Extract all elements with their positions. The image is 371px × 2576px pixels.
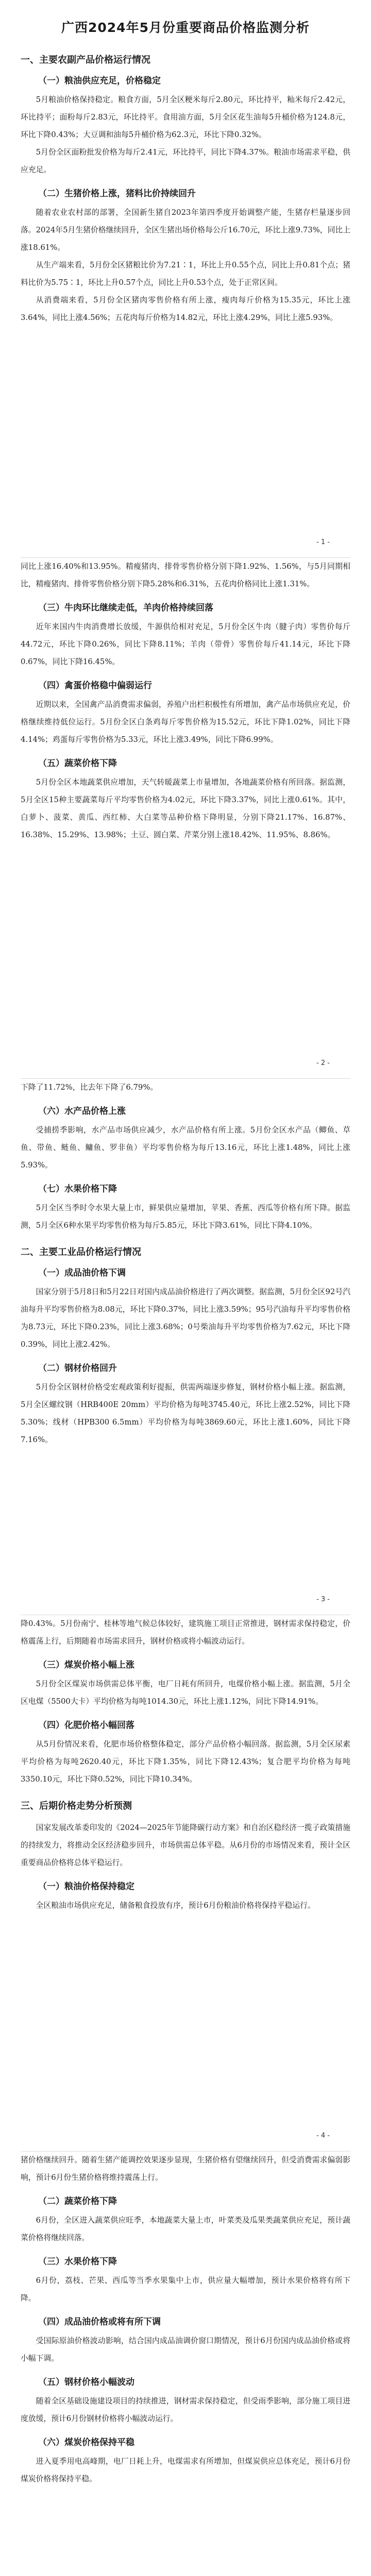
subsection-heading: （三）煤炭价格小幅上涨 bbox=[38, 1660, 134, 1670]
subsection-heading: （四）禽蛋价格稳中偏弱运行 bbox=[38, 681, 152, 691]
paragraph: 进入夏季用电高峰期，电厂日耗上升，电煤需求有所增加，但煤炭供应总体充足，预计6月份煤炭价格将保持平稳。 bbox=[21, 2457, 350, 2483]
document-page bbox=[21, 1615, 350, 2151]
paragraph: 国家分别于5月8日和5月22日对国内成品油价格进行了两次调整。据监测，5月份全区92号汽油每升平均零售价格为8.08元，环比下降0.37%，同比上涨3.59%；95号汽油每升平均零售价格为8.73元，环比下降0.23%，同比上涨3.68%；0号柴油每升平均零售价格为7.62元，环比下降0.39%，同比上涨2.42%。 bbox=[21, 1287, 350, 1349]
paragraph: 5月份全区面粉批发价格为每斤2.41元，环比持平，同比下降4.37%。粮油市场需求平稳，供应充足。 bbox=[21, 148, 350, 174]
subsection-heading: （六）煤炭价格保持平稳 bbox=[38, 2437, 134, 2448]
section-heading: 三、后期价格走势分析预测 bbox=[21, 1801, 132, 1811]
subsection-heading: （四）成品油价格或将有所下调 bbox=[38, 2317, 161, 2327]
document-page bbox=[21, 558, 350, 1078]
paragraph: 猪价格继续回升。随着生猪产能调控效果逐步显现，生猪价格有望继续回升，但受消费需求偏弱影响，预计6月份生猪价格将维持震荡上行。 bbox=[21, 2156, 350, 2182]
subsection-heading: （二）蔬菜价格下降 bbox=[38, 2196, 117, 2207]
subsection-heading: （五）蔬菜价格下降 bbox=[38, 758, 117, 769]
subsection-heading: （二）生猪价格上涨，猪料比价持续回升 bbox=[38, 189, 196, 199]
pages-container bbox=[21, 53, 350, 2576]
paragraph: 受国际原油价格波动影响，结合国内成品油调价窗口期情况，预计6月份国内成品油价格或将小幅下调。 bbox=[21, 2336, 350, 2363]
page-number: - 4 - bbox=[316, 2132, 330, 2140]
paragraph: 5月粮油价格保持稳定。粮食方面，5月全区粳米每斤2.80元，环比持平，籼米每斤2.42元，环比持平；面粉每斤2.83元，环比持平。食用油方面，5月全区花生油每5升桶价格为124.8元，环比下降0.43%；大豆调和油每5升桶价格为62.3元，环比下降0.32%。 bbox=[21, 95, 350, 139]
paragraph: 从生产端来看，5月份全区猪粮比价为7.21∶1，环比上升0.55个点，同比上升0.81个点；猪料比价为5.75∶1，环比上升0.57个点，同比上升0.53个点，处于正常区间。 bbox=[21, 261, 350, 287]
section-heading: 二、主要工业品价格运行情况 bbox=[21, 1247, 141, 1258]
paragraph: 6月份，全区进入蔬菜供应旺季，本地蔬菜大量上市，叶菜类及瓜果类蔬菜供应充足，预计蔬菜价格将继续回落。 bbox=[21, 2216, 350, 2242]
paragraph: 受捕捞季影响，水产品市场供应减少，水产品价格有所上涨。5月份全区水产品（鲫鱼、草鱼、带鱼、鲢鱼、鳙鱼、罗非鱼）平均零售价格为每斤13.16元，环比上涨1.48%，同比上涨5.93%。 bbox=[21, 1126, 350, 1170]
paragraph: 国家发展改革委印发的《2024—2025年节能降碳行动方案》和自治区稳经济一揽子政策措施的持续发力，将推动全区经济稳步回升，市场供需总体平稳。从6月份的市场情况来看，预计全区重要商品价格将总体平稳运行。 bbox=[21, 1823, 350, 1867]
paragraph: 随着农业农村部的部署，全国新生猪自2023年第四季度开始调整产能，生猪存栏量逐步回落。2024年5月生猪价格继续回升，全区生猪出场价格每公斤16.70元，环比上涨9.73%，同比上涨18.61%。 bbox=[21, 208, 350, 252]
paragraph: 5月份全区钢材价格受宏观政策利好提振，供需两端逐步修复，钢材价格小幅上涨。据监测，5月全区螺纹钢（HRB400E 20mm）平均价格为每吨3745.40元，环比上涨2.52%，同比下降5.30%；线材（HPB300 6.5mm）平均价格为每吨3869.60元，环比上涨1.60%，同比下降7.16%。 bbox=[21, 1383, 350, 1444]
paragraph: 6月份，荔枝、芒果、西瓜等当季水果集中上市，供应量大幅增加，预计水果价格将有所下降。 bbox=[21, 2276, 350, 2302]
subsection-heading: （四）化肥价格小幅回落 bbox=[38, 1720, 134, 1731]
subsection-heading: （五）钢材价格小幅波动 bbox=[38, 2377, 134, 2387]
paragraph: 从5月份情况来看，化肥市场价格整体稳定，部分产品价格小幅回落。据监测，5月全区尿素平均价格为每吨2620.40元，环比下降1.35%，同比下降12.43%；复合肥平均价格为每吨3350.10元，环比下降0.52%，同比下降10.34%。 bbox=[21, 1740, 350, 1784]
paragraph: 随着全区基础设施建设项目的持续推进，钢材需求保持稳定，但受雨季影响，部分施工项目进度放缓，预计6月份钢材价格将小幅波动运行。 bbox=[21, 2397, 350, 2423]
page-number: - 1 - bbox=[316, 538, 330, 546]
subsection-heading: （三）水果价格下降 bbox=[38, 2257, 117, 2267]
paragraph: 下降了11.72%，比去年下降了6.79%。 bbox=[21, 1083, 158, 1092]
page-number: - 2 - bbox=[316, 1059, 330, 1067]
document-page bbox=[21, 2151, 350, 2576]
subsection-heading: （一）粮油价格保持稳定 bbox=[38, 1882, 134, 1892]
subsection-heading: （二）钢材价格回升 bbox=[38, 1363, 117, 1374]
document-title: 广西2024年5月份重要商品价格监测分析 bbox=[61, 20, 310, 35]
subsection-heading: （六）水产品价格上涨 bbox=[38, 1106, 126, 1116]
paragraph: 5月份全区本地蔬菜供应增加，天气转暖蔬菜上市量增加，各地蔬菜价格有所回落。据监测，5月全区15种主要蔬菜每斤平均零售价格为4.02元，环比下降3.37%，同比上涨0.61%。其中，白萝卜、菠菜、黄瓜、西红柿、大白菜等品种价格下降明显，分别下降21.17%、16.87%、16.38%、15.29%、13.98%；土豆、圆白菜、芹菜分别上涨18.42%、11.95%、8.86%。 bbox=[21, 778, 350, 839]
document-page bbox=[21, 53, 350, 557]
paragraph: 降0.43%。5月份南宁、桂林等地气候总体较好，建筑施工项目正常推进，钢材需求保持稳定，价格震荡上行，后期随着市场需求回升，钢材价格或将小幅波动运行。 bbox=[21, 1619, 350, 1646]
subsection-heading: （七）水果价格下降 bbox=[38, 1184, 117, 1194]
paragraph: 5月份全区煤炭市场供需总体平衡，电厂日耗有所回升，电煤价格小幅上涨。据监测，5月全区电煤（5500大卡）平均价格为每吨1014.30元，环比上涨1.12%，同比下降14.91%。 bbox=[21, 1680, 350, 1706]
subsection-heading: （三）牛肉环比继续走低，羊肉价格持续回落 bbox=[38, 603, 213, 613]
paragraph: 5月全区当季时令水果大量上市，鲜果供应量增加，苹果、香蕉、西瓜等价格有所下降。据监测，5月全区6种水果平均零售价格为每斤5.85元，环比下降3.61%，同比下降4.10%。 bbox=[21, 1204, 350, 1230]
paragraph: 从消费端来看，5月份全区猪肉零售价格有所上涨，瘦肉每斤价格为15.35元，环比上涨3.64%，同比上涨4.56%；五花肉每斤价格为14.82元，环比上涨4.29%，同比上涨5.93%。 bbox=[21, 296, 350, 322]
paragraph: 近期以来，全国禽产品消费需求偏弱，养殖户出栏积极性有所增加，禽产品市场供应充足，价格继续维持低位运行。5月份全区白条鸡每斤零售价格为15.52元，环比下降1.02%，同比下降4.14%；鸡蛋每斤零售价格为5.33元，环比上涨3.49%，同比下降6.99%。 bbox=[21, 700, 350, 744]
paragraph: 全区粮油市场供应充足，储备粮食投放有序，预计6月份粮油价格将保持平稳运行。 bbox=[36, 1901, 315, 1910]
paragraph: 同比上涨16.40%和13.95%。精瘦猪肉、排骨零售价格分别下降1.92%、1.56%，与5月同期相比，精瘦猪肉、排骨零售价格分别下降5.28%和6.31%，五花肉价格同比上涨1.31%。 bbox=[21, 562, 350, 588]
document-page bbox=[21, 1079, 350, 1615]
paragraph: 近年来国内牛肉消费增长放缓，牛源供给相对充足，5月份全区牛肉（腱子肉）零售价每斤44.72元，环比下降0.26%，同比下降8.11%；羊肉（带骨）零售价每斤41.14元，环比下降0.67%，同比下降16.45%。 bbox=[21, 622, 350, 666]
section-heading: 一、主要农副产品价格运行情况 bbox=[21, 55, 150, 65]
subsection-heading: （一）成品油价格下调 bbox=[38, 1268, 126, 1278]
subsection-heading: （一）粮油供应充足，价格稳定 bbox=[38, 76, 161, 86]
page-number: - 3 - bbox=[316, 1596, 330, 1603]
